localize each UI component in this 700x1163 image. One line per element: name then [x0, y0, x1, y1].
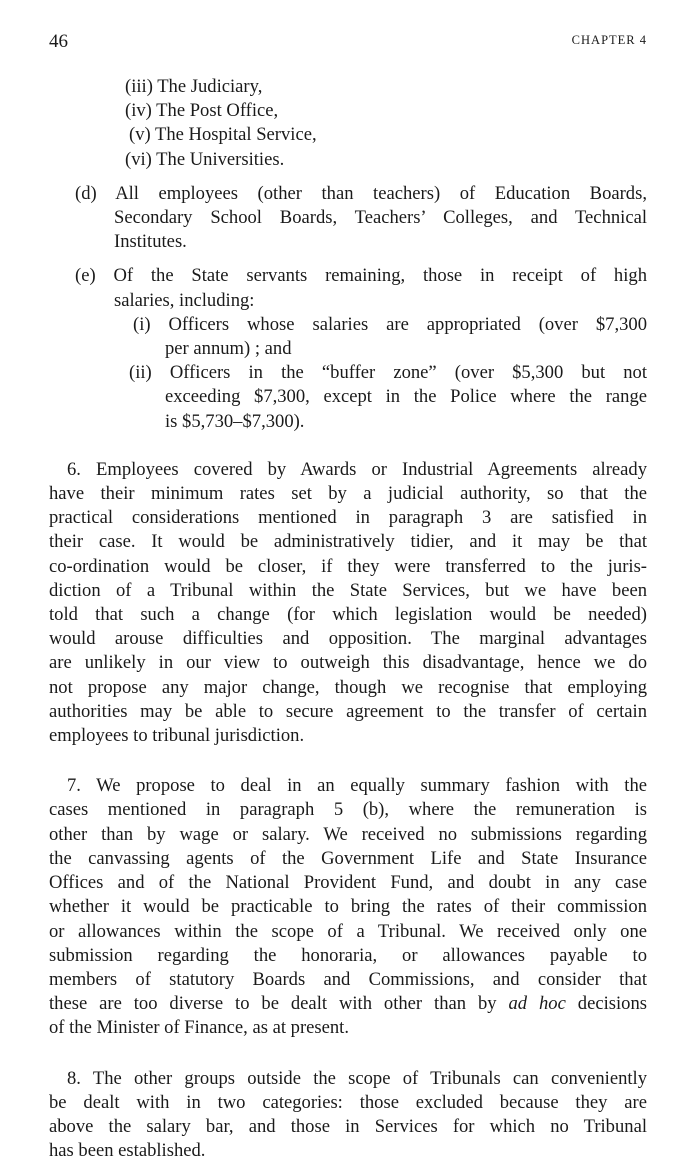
paragraph-line: cases mentioned in paragraph 5 (b), where the remuneration is	[49, 799, 647, 821]
paragraph-line: has been established.	[49, 1140, 206, 1162]
paragraph-line: of the Minister of Finance, as at present.	[49, 1017, 349, 1039]
line-text: decisions	[565, 993, 647, 1015]
paragraph-line: co-ordination would be closer, if they were transferred to the juris-	[49, 555, 647, 577]
paragraph-line: not propose any major change, though we recognise that employing	[49, 676, 647, 698]
item-d-line: Secondary School Boards, Teachers’ Colleges, and Technical	[114, 207, 647, 229]
item-e-ii-line: is $5,730–$7,300).	[165, 410, 305, 432]
paragraph-line: told that such a change (for which legislation would be needed)	[49, 604, 647, 626]
paragraph-line: employees to tribunal jurisdiction.	[49, 725, 305, 747]
page-number: 46	[49, 31, 68, 52]
list-item: (iv) The Post Office,	[125, 100, 279, 122]
paragraph-line: 7. We propose to deal in an equally summary fashion with the	[67, 775, 647, 797]
paragraph-line: diction of a Tribunal within the State Services, but we have been	[49, 579, 647, 601]
page-header	[49, 0, 647, 60]
paragraph-8	[49, 1067, 647, 1163]
item-d	[49, 182, 647, 255]
paragraph-line: 6. Employees covered by Awards or Industrial Agreements already	[67, 458, 647, 480]
paragraph-line: whether it would be practicable to bring the rates of their commission	[49, 896, 647, 918]
paragraph-line: submission regarding the honoraria, or allowances payable to	[49, 944, 647, 966]
paragraph-line: be dealt with in two categories: those excluded because they are	[49, 1091, 647, 1113]
paragraph-6	[49, 458, 647, 748]
item-e-ii-line: (ii) Officers in the “buffer zone” (over $5,300 but not	[129, 362, 647, 384]
paragraph-line: their case. It would be administratively tidier, and it may be that	[49, 531, 647, 553]
roman-list	[49, 75, 647, 172]
paragraph-line: are unlikely in our view to outweigh this disadvantage, hence we do	[49, 652, 647, 674]
list-item: (v) The Hospital Service,	[129, 124, 317, 146]
list-item: (iii) The Judiciary,	[125, 76, 263, 97]
paragraph-line	[49, 992, 647, 1016]
paragraph-line: practical considerations mentioned in paragraph 3 are satisfied in	[49, 507, 647, 529]
item-e	[49, 264, 647, 312]
paragraph-line: the canvassing agents of the Government Life and State Insurance	[49, 847, 647, 869]
item-e-ii	[49, 361, 647, 434]
list-item: (vi) The Universities.	[125, 148, 285, 170]
item-e-line: (e) Of the State servants remaining, those in receipt of high	[75, 265, 647, 287]
paragraph-line: members of statutory Boards and Commissions, and consider that	[49, 968, 647, 990]
paragraph-line: Offices and of the National Provident Fund, and doubt in any case	[49, 872, 647, 894]
item-e-i	[49, 313, 647, 361]
paragraph-line: would arouse difficulties and opposition. The marginal advantages	[49, 628, 647, 650]
item-e-i-line: (i) Officers whose salaries are appropriated (over $7,300	[133, 313, 647, 335]
paragraph-line: 8. The other groups outside the scope of Tribunals can conveniently	[67, 1067, 647, 1089]
paragraph-line: or allowances within the scope of a Tribunal. We received only one	[49, 920, 647, 942]
line-text: these are too diverse to be dealt with other than by	[49, 993, 509, 1015]
item-d-line: Institutes.	[114, 231, 187, 253]
paragraph-line: other than by wage or salary. We received no submissions regarding	[49, 823, 647, 845]
paragraph-line: have their minimum rates set by a judicial authority, so that the	[49, 483, 647, 505]
italic-term: ad hoc	[508, 993, 566, 1015]
paragraph-7	[49, 774, 647, 1040]
item-e-ii-line: exceeding $7,300, except in the Police where the range	[165, 386, 647, 408]
item-e-i-line: per annum) ; and	[165, 338, 292, 360]
paragraph-line: authorities may be able to secure agreement to the transfer of certain	[49, 700, 647, 722]
document-page	[49, 0, 647, 1163]
chapter-label: CHAPTER 4	[571, 33, 647, 47]
paragraph-line: above the salary bar, and those in Services for which no Tribunal	[49, 1115, 647, 1137]
item-d-line: (d) All employees (other than teachers) of Education Boards,	[75, 182, 647, 204]
item-e-line: salaries, including:	[114, 289, 255, 311]
